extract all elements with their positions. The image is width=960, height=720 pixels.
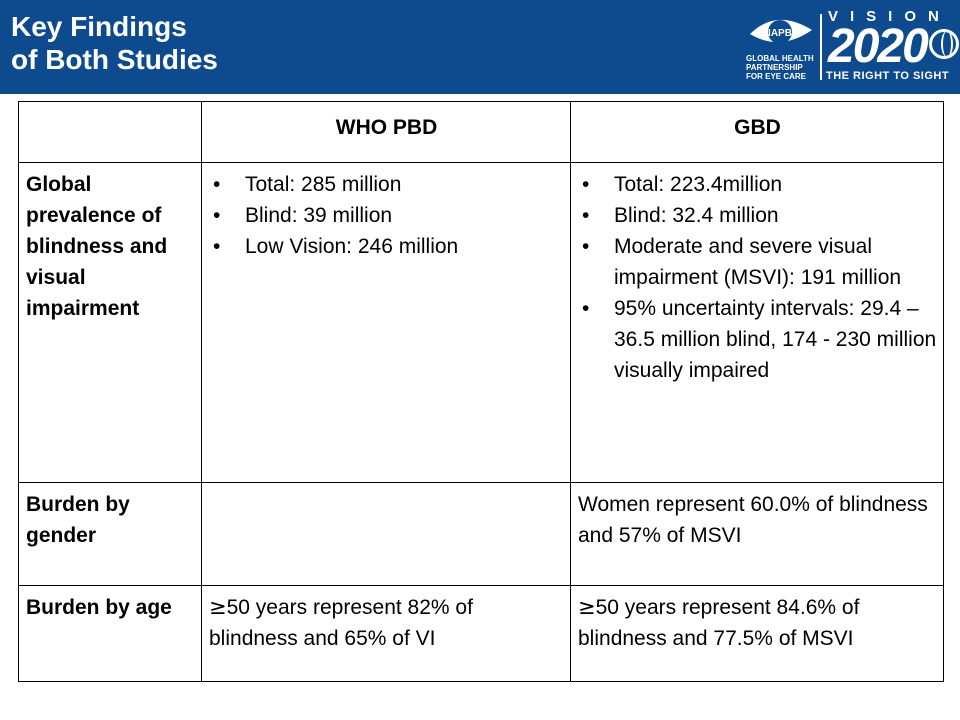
greater-equal-symbol: ≥ (578, 595, 596, 619)
who-prevalence-cell (202, 163, 571, 483)
iapb-badge-text: IAPB (768, 28, 792, 39)
vision-word: VISION (828, 8, 951, 25)
header-gbd: GBD (571, 102, 944, 163)
list-item: • Blind: 32.4 million (578, 200, 937, 231)
list-item: • Total: 285 million (209, 169, 564, 200)
title-line-2: of Both Studies (11, 44, 218, 75)
who-age-cell (202, 586, 571, 682)
iapb-logo (746, 12, 816, 84)
greater-equal-symbol: ≥ (209, 595, 227, 619)
gbd-age-text: 50 years represent 84.6% of blindness and 77.5% of MSVI (578, 596, 860, 650)
iapb-tagline-2: PARTNERSHIP (746, 63, 803, 72)
findings-table (18, 101, 944, 682)
list-item: • Low Vision: 246 million (209, 231, 564, 262)
row-label-gender: Burden by gender (19, 483, 202, 586)
vision-2020-logo (828, 22, 959, 72)
logo-divider (820, 14, 822, 80)
gbd-age-cell (571, 586, 944, 682)
gbd-gender-cell: Women represent 60.0% of blindness and 57% of MSVI (571, 483, 944, 586)
iapb-tagline-3: FOR EYE CARE (746, 72, 807, 81)
iapb-tagline-1: GLOBAL HEALTH (746, 54, 814, 63)
header-banner (0, 0, 960, 94)
table-row (19, 586, 944, 682)
who-gender-cell (202, 483, 571, 586)
table-header-row (19, 102, 944, 163)
header-empty-cell (19, 102, 202, 163)
iapb-eye-icon (746, 12, 816, 52)
globe-icon (929, 29, 959, 59)
list-item: • Total: 223.4million (578, 169, 937, 200)
iapb-tagline (746, 54, 826, 81)
header-who-pbd: WHO PBD (202, 102, 571, 163)
list-item: • 95% uncertainty intervals: 29.4 – 36.5 million blind, 174 - 230 million visually impaired (578, 293, 937, 386)
row-label-prevalence: Global prevalence of blindness and visual impairment (19, 163, 202, 483)
vision-tagline: THE RIGHT TO SIGHT (826, 70, 950, 82)
who-age-text: 50 years represent 82% of blindness and 65% of VI (209, 596, 473, 650)
gbd-prevalence-cell (571, 163, 944, 483)
row-label-age: Burden by age (19, 586, 202, 682)
list-item: • Blind: 39 million (209, 200, 564, 231)
table-row (19, 163, 944, 483)
list-item: • Moderate and severe visual impairment (MSVI): 191 million (578, 231, 937, 293)
title-line-1: Key Findings (11, 11, 187, 42)
slide-title (11, 10, 218, 76)
vision-number: 2020 (828, 20, 927, 73)
table-row (19, 483, 944, 586)
